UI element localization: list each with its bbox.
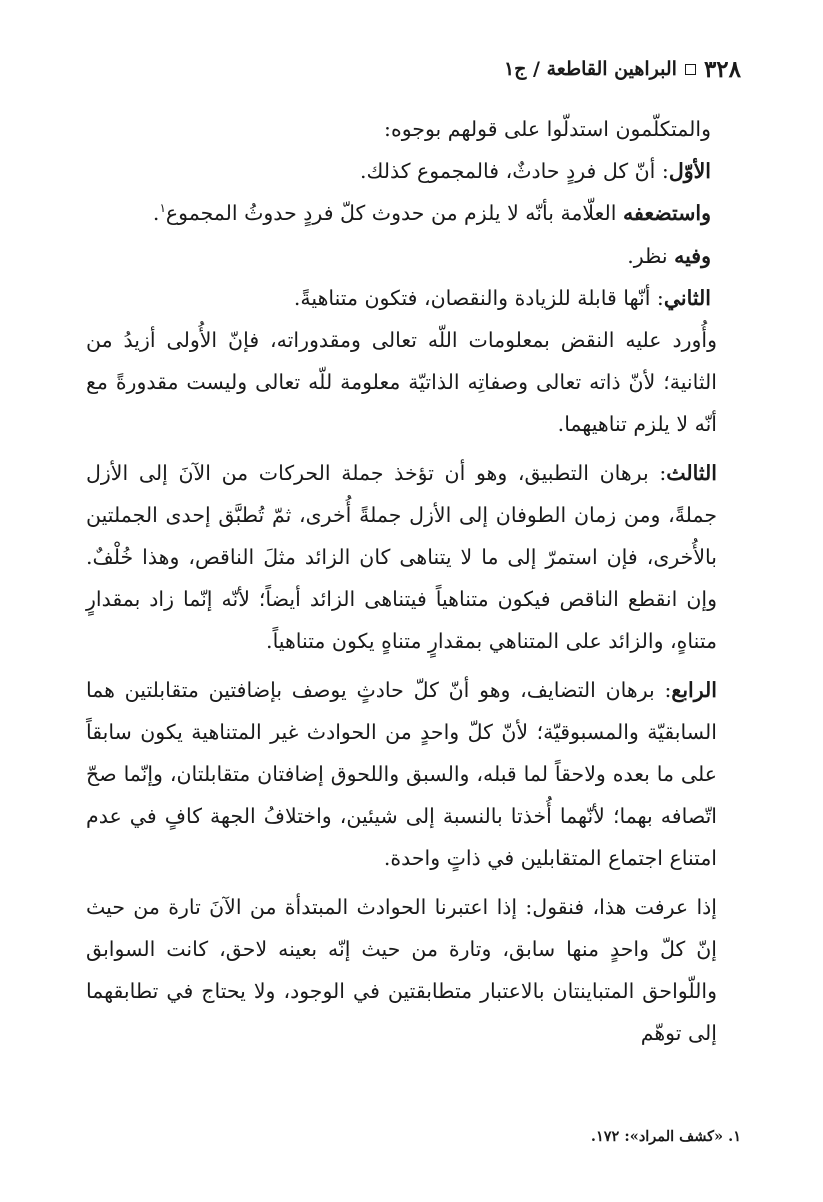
paragraph-intro: والمتكلّمون استدلّوا على قولهم بوجوه: [384, 117, 711, 141]
paragraph-critique: واستضعفه العلّامة بأنّه لا يلزم من حدوث كلّ فردٍ حدوثُ المجموع$^١$. [152, 201, 711, 226]
page-header [82, 52, 741, 86]
book-title: البراهين القاطعة / ج١ [503, 58, 677, 80]
heading-fourth: الرابع [671, 677, 717, 702]
paragraph-conclusion: إذا عرفت هذا، فنقول: إذا اعتبرنا الحوادث المبتدأة من الآنَ تارة من حيث إنّ كلّ واحدٍ منها سابق، وتارة من حيث إنّه بعينه لاحق، كانت السوابق واللّواحق المتباينتان بالاعتبار متطابقتين في الوجود، ولا يحتاج في تطابقهما إلى توهّم [86, 894, 717, 1046]
paragraph-objection: وفيه نظر. [627, 243, 711, 268]
heading-third: الثالث [666, 460, 717, 485]
keyword-critique: واستضعفه [623, 201, 711, 226]
paragraph-counter: وأُورد عليه النقض بمعلومات اللّه تعالى ومقدوراته، فإنّ الأُولى أزيدُ من الثانية؛ لأنّ ذاته تعالى وصفاتِه الذاتيّة معلومة للّه تعالى وليست مقدورةً مع أنّه لا يلزم تناهيهما. [86, 328, 717, 437]
paragraph-second: الثاني: أنّها قابلة للزيادة والنقصان، فتكون متناهيةً. [293, 285, 711, 310]
heading-second: الثاني [663, 285, 711, 310]
paragraph-first: الأوّل: أنّ كل فردٍ حادثٌ، فالمجموع كذلك. [359, 159, 711, 184]
paragraph-fourth: الرابع: برهان التضايف، وهو أنّ كلّ حادثٍ يوصف بإضافتين متقابلتين هما السابقيّة والمسبوقيّة؛ لأنّ كلّ واحدٍ من الحوادث غير المتناهية يكون سابقاً على ما بعده ولاحقاً لما قبله، والسبق واللحوق إضافتان متقابلتان، وإنّما صحّ اتّصافه بهما؛ لأنّهما أُخذتا بالنسبة إلى شيئين، واختلافُ الجهة كافٍ في عدم امتناع اجتماع المتقابلين في ذاتٍ واحدة. [86, 677, 717, 871]
footnote: ١. «كشف المراد»: ١٧٢. [590, 1128, 741, 1145]
keyword-objection: وفيه [674, 243, 711, 268]
paragraph-third: الثالث: برهان التطبيق، وهو أن تؤخذ جملة الحركات من الآنَ إلى الأزل جملةً، ومن زمان الطوفان إلى الأزل جملةً أُخرى، ثمّ تُطبَّق إحدى الجملتين بالأُخرى، فإن استمرّ إلى ما لا يتناهى كان الزائد مثلَ الناقص، وهذا خُلْفٌ. وإن انقطع الناقص فيكون متناهياً فيتناهى الزائد أيضاً؛ لأنّه إنّما زاد بمقدارٍ متناهٍ، والزائد على المتناهي بمقدارٍ متناهٍ يكون متناهياً. [86, 460, 717, 654]
body-text [86, 108, 737, 1054]
page-number: ٣٢٨ [703, 55, 741, 83]
footnote-marker: ١ [159, 201, 166, 216]
square-separator-icon [685, 64, 696, 75]
heading-first: الأوّل [668, 159, 711, 184]
